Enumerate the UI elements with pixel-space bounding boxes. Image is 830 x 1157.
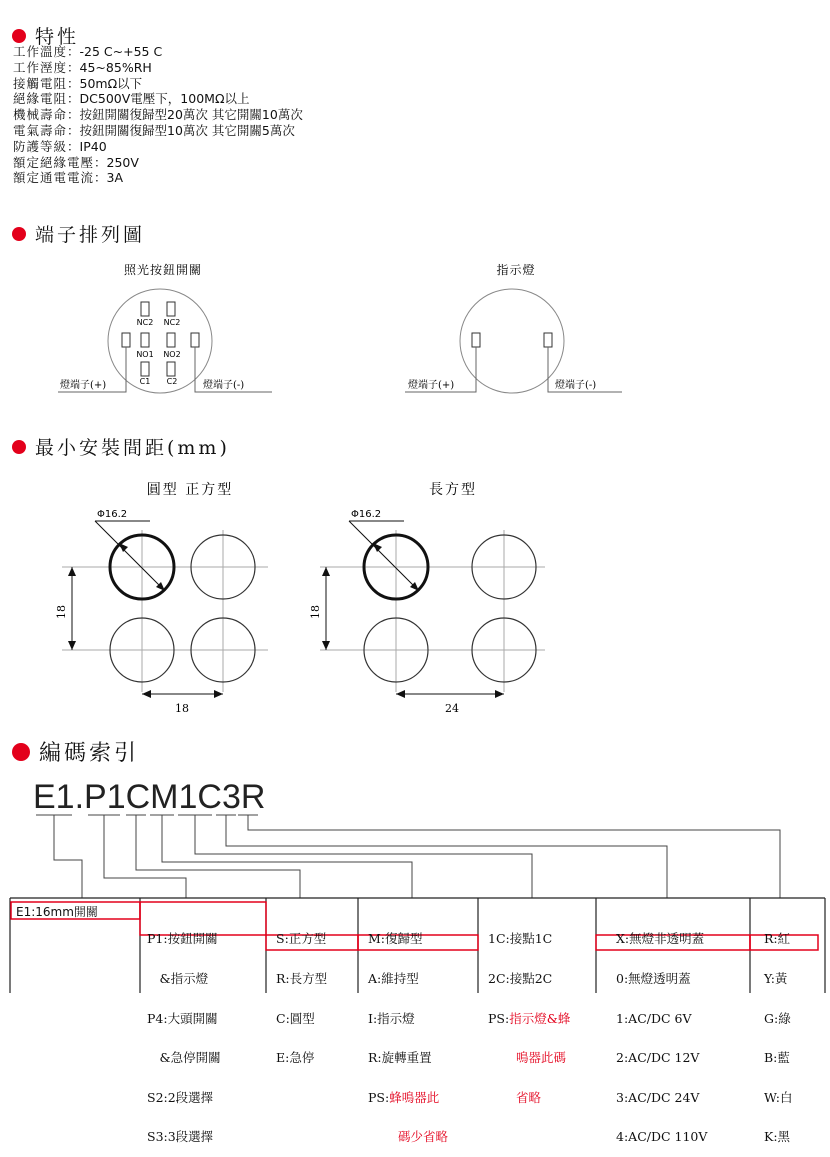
spec-row: 工作溫度：-25 C~+55 C [13, 44, 163, 59]
lamp-minus-label: 燈端子(-) [203, 380, 245, 391]
lamp-plus-label: 燈端子(+) [60, 380, 107, 391]
spacing-right-title: 長方型 [429, 482, 477, 498]
terminal-pin-icon [167, 302, 175, 316]
left-vertical-dim: 18 [55, 605, 68, 619]
right-horizontal-dim: 24 [445, 702, 459, 715]
spec-row: 機械壽命：按鈕開關復歸型20萬次 其它開關10萬次 [13, 107, 303, 123]
section-title: 特性 [35, 26, 80, 48]
bullet-dot-icon [12, 743, 30, 761]
code-col-shape: S:正方型 R:長方型 C:圓型 E:急停 [276, 931, 328, 1066]
label-c2: C2 [166, 377, 178, 386]
section-title: 端子排列圖 [35, 224, 146, 246]
spec-row: 額定通電電流：3A [13, 170, 124, 186]
spec-row: 電氣壽命：按鈕開關復歸型10萬次 其它開關5萬次 [13, 122, 295, 138]
terminal-pin-icon [141, 302, 149, 316]
code-col-contact: 1C:接點1C 2C:接點2C PS:指示燈&蜂 鳴器此碼 省略 [488, 931, 571, 1105]
terminal-pin-icon [167, 362, 175, 376]
terminal-pin-icon [167, 333, 175, 347]
section-title: 最小安裝間距(mm) [35, 437, 230, 459]
code-col-voltage: X:無燈非透明蓋 0:無燈透明蓋 1:AC/DC 6V 2:AC/DC 12V 3:AC/DC 24V 4:AC/DC 110V [616, 931, 708, 1145]
section-header-spacing [12, 433, 230, 460]
terminal-pin-icon [191, 333, 199, 347]
label-c1: C1 [139, 377, 151, 386]
left-horizontal-dim: 18 [175, 702, 189, 715]
right-vertical-dim: 18 [309, 605, 322, 619]
terminal-right-title: 指示燈 [496, 263, 536, 277]
terminal-pin-icon [544, 333, 552, 347]
spec-list [13, 44, 303, 186]
lamp-plus-label: 燈端子(+) [408, 380, 455, 391]
code-col-color: R:紅 Y:黃 G:綠 B:藍 W:白 K:黑 [764, 931, 793, 1145]
code-col-type: P1:按鈕開關 &指示燈 P4:大頭開關 &急停開關 S2:2段選擇 S3:3段選擇 [147, 931, 221, 1145]
bullet-dot-icon [12, 29, 26, 43]
diameter-label: Φ16.2 [97, 509, 128, 520]
code-col-series: E1:16mm開關 [16, 905, 98, 919]
spec-row: 防護等級：IP40 [13, 138, 107, 154]
spec-row: 額定絕緣電壓：250V [13, 154, 139, 170]
lamp-minus-label: 燈端子(-) [555, 380, 597, 391]
terminal-pin-icon [141, 333, 149, 347]
spec-row: 接觸電阻：50mΩ以下 [13, 75, 143, 91]
spec-row: 絕緣電阻：DC500V電壓下，100MΩ以上 [13, 91, 250, 107]
spec-row: 工作溼度：45~85%RH [13, 59, 152, 75]
spacing-left-title: 圓型 正方型 [146, 482, 234, 498]
diameter-label: Φ16.2 [351, 509, 382, 520]
terminal-pin-icon [472, 333, 480, 347]
spacing-diagram [0, 470, 830, 720]
terminal-pin-icon [122, 333, 130, 347]
section-header-terminals [12, 220, 145, 247]
label-nc2-a: NC2 [136, 318, 154, 327]
section-header-coding [12, 736, 139, 767]
code-example: E1.P1CM1C3R [33, 778, 266, 816]
bullet-dot-icon [12, 227, 26, 241]
label-no2: NO2 [163, 350, 181, 359]
terminal-left-title: 照光按鈕開關 [123, 263, 203, 277]
terminal-diagram [0, 255, 830, 405]
code-col-action: M:復歸型 A:維持型 I:指示燈 R:旋轉重置 PS:蜂鳴器此 碼少省略 [368, 931, 449, 1145]
section-title: 編碼索引 [39, 741, 140, 766]
bullet-dot-icon [12, 440, 26, 454]
terminal-pin-icon [141, 362, 149, 376]
label-nc2-b: NC2 [163, 318, 181, 327]
label-no1: NO1 [136, 350, 154, 359]
